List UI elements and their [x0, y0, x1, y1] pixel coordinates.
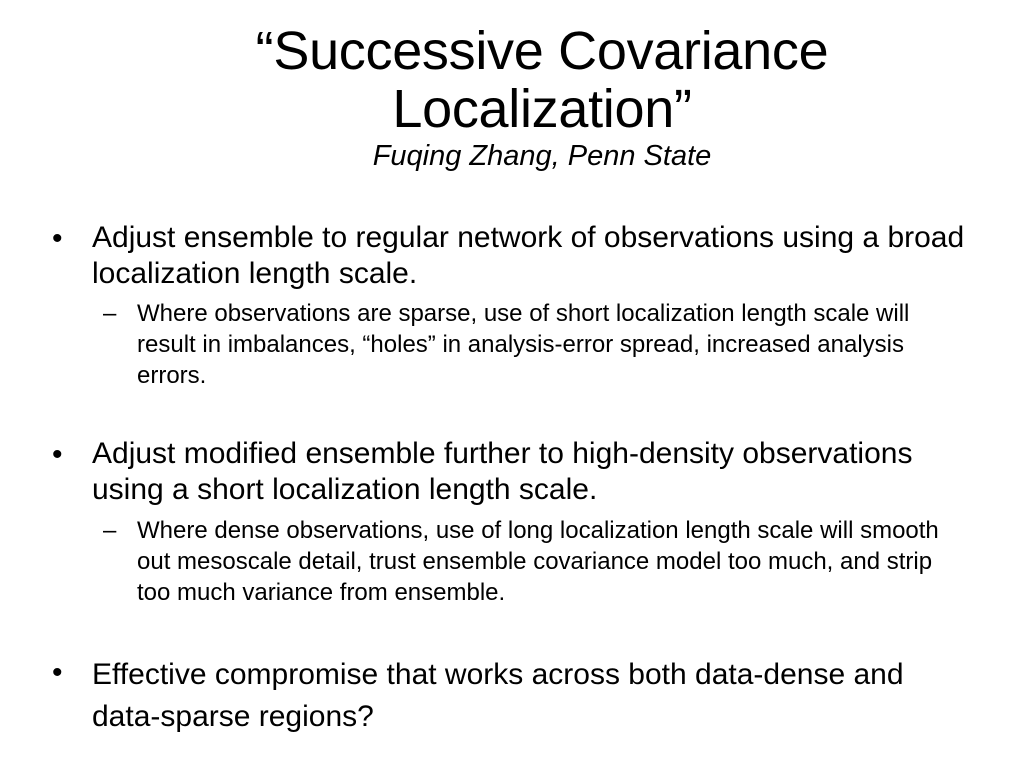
sub-bullet-marker: – — [103, 517, 117, 544]
bullet-text-2: Adjust modified ensemble further to high-density observations using a short localization length scale. — [92, 437, 913, 506]
slide-subtitle: Fuqing Zhang, Penn State — [372, 140, 712, 172]
sub-bullet-text-1: Where observations are sparse, use of short localization length scale will result in imbalances, “holes” in analysis-error spread, increased analysis errors. — [137, 300, 910, 389]
bullet-text-1: Adjust ensemble to regular network of observations using a broad localization length scale. — [92, 221, 965, 290]
bullet-text-3: Effective compromise that works across both data-dense and data-sparse regions? — [92, 658, 904, 733]
sub-bullet-marker: – — [103, 300, 117, 327]
bullet-marker: • — [52, 656, 63, 689]
sub-bullet-text-2: Where dense observations, use of long localization length scale will smooth out mesoscale detail, trust ensemble covariance model too much, and strip too much variance from ensemble. — [137, 517, 939, 606]
bullet-marker: • — [52, 438, 63, 471]
title-block — [60, 22, 1024, 174]
slide-title-line-2: Localization” — [392, 79, 692, 139]
slide-title-line-1: “Successive Covariance — [255, 21, 829, 81]
bullet-marker: • — [52, 222, 63, 255]
